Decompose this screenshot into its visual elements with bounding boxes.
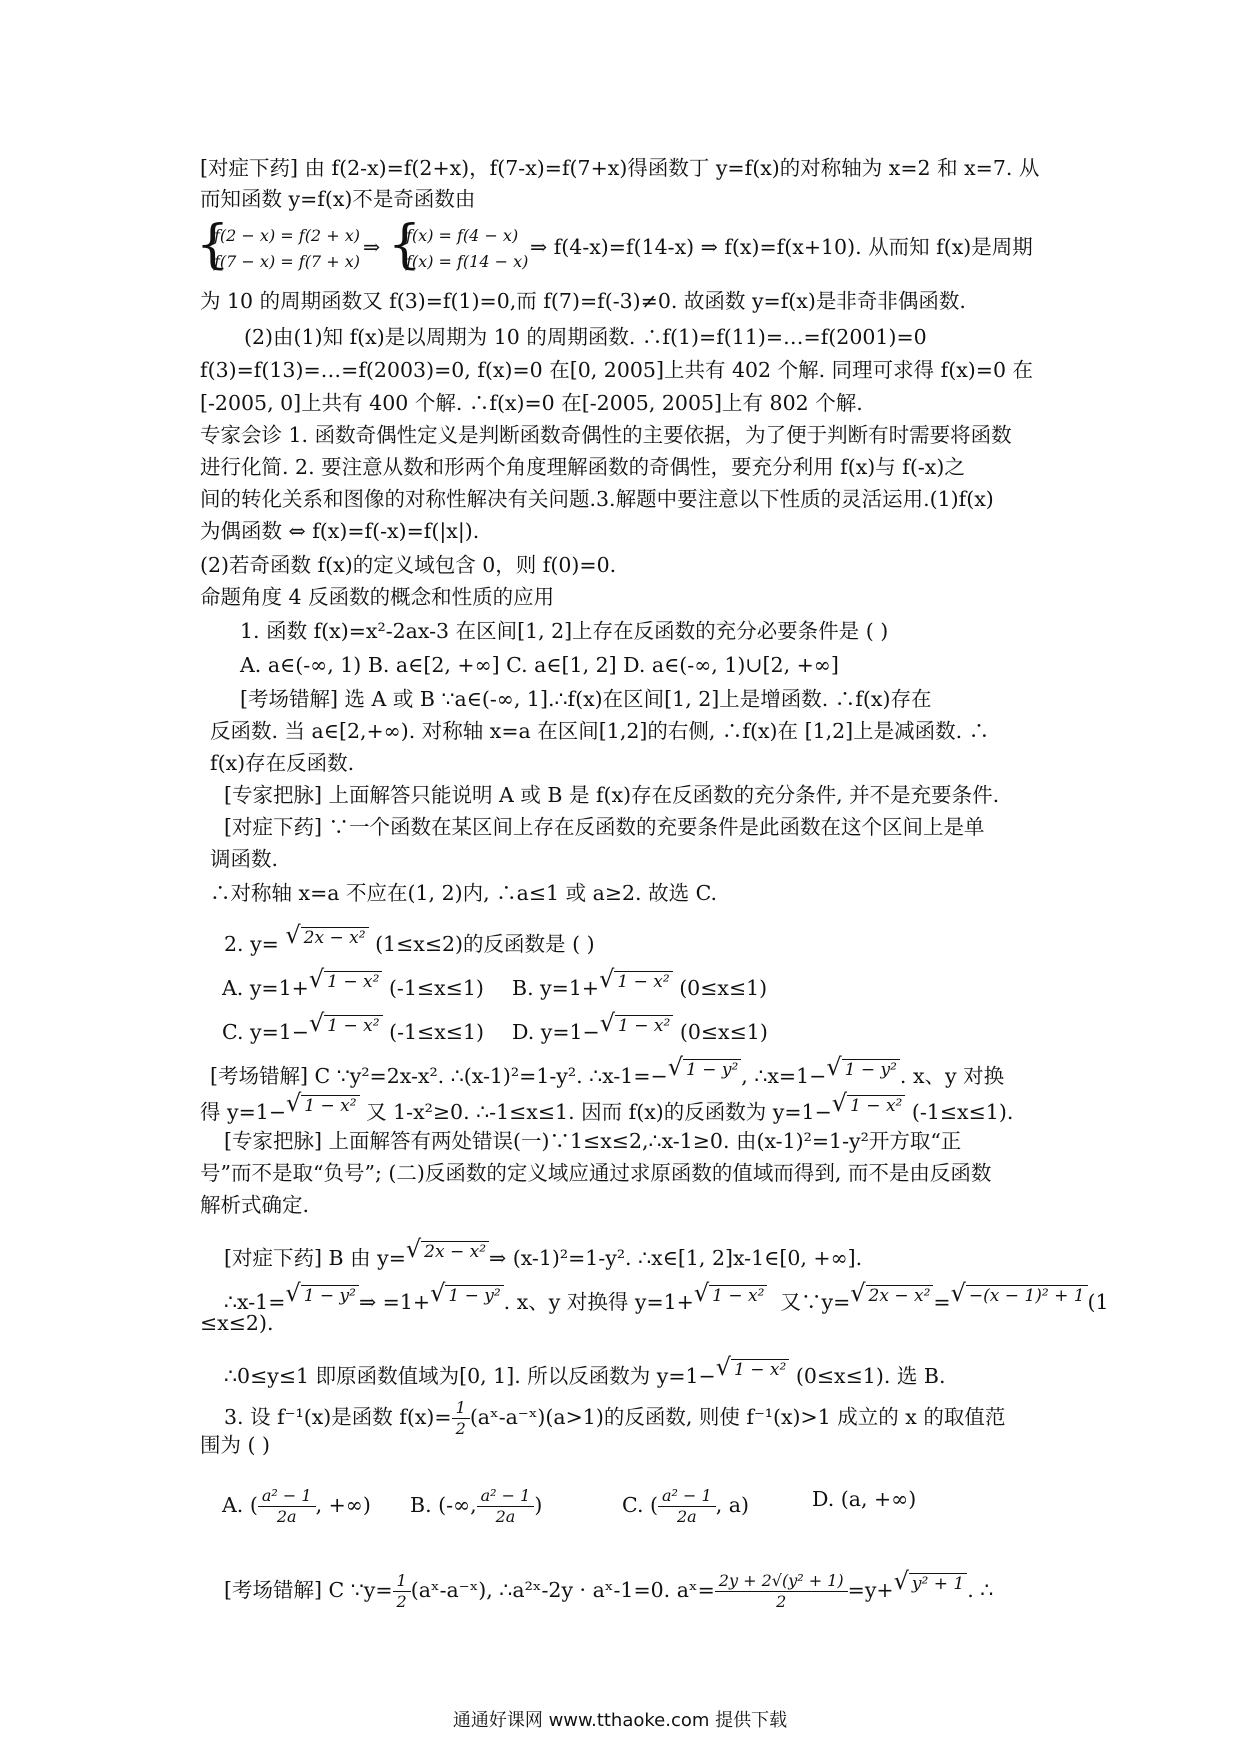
math-expr: f(x) = f(14 − x) [406, 252, 529, 271]
text-line: [对症下药] ∵一个函数在某区间上存在反函数的充要条件是此函数在这个区间上是单 [224, 815, 985, 839]
text-line: f(x)存在反函数. [210, 751, 355, 775]
text-line: (2)由(1)知 f(x)是以周期为 10 的周期函数. ∴f(1)=f(11)=…=f(2001)=0 [244, 325, 927, 349]
question-1: 1. 函数 f(x)=x²-2ax-3 在区间[1, 2]上存在反函数的充分必要条件是 ( ) [240, 619, 889, 643]
text-line: 调函数. [210, 847, 279, 871]
text-line: 为偶函数 ⇔ f(x)=f(-x)=f(|x|). [200, 519, 480, 543]
text-line: 而知函数 y=f(x)不是奇函数由 [200, 187, 476, 211]
text-line: ∴x-1=√ 1 − y² ⇒ =1+√ 1 − y² . x、y 对换得 y=1+√ 1 − x² 又∵y=√ 2x − x² =√ −(x − 1)² + 1 (1 [224, 1279, 1109, 1314]
text-line: [考场错解] 选 A 或 B ∵a∈(-∞, 1].∴f(x)在区间[1, 2]上是增函数. ∴f(x)存在 [240, 687, 932, 711]
text-line: [对症下药] B 由 y=√ 2x − x² ⇒ (x-1)²=1-y². ∴x∈[1, 2]x-1∈[0, +∞]. [224, 1235, 863, 1270]
text-line: 反函数. 当 a∈[2,+∞). 对称轴 x=a 在区间[1,2]的右侧, ∴f(x)在 [1,2]上是减函数. ∴ [210, 719, 990, 743]
text-line: 解析式确定. [200, 1193, 310, 1217]
section-heading: 命题角度 4 反函数的概念和性质的应用 [200, 585, 555, 609]
text-line: [-2005, 0]上共有 400 个解. ∴f(x)=0 在[-2005, 2005]上有 802 个解. [200, 391, 863, 415]
option-d: D. (a, +∞) [812, 1487, 917, 1511]
text-line: ∴0≤y≤1 即原函数值域为[0, 1]. 所以反函数为 y=1−√ 1 − x² (0≤x≤1). 选 B. [224, 1353, 946, 1388]
text-line: ∴对称轴 x=a 不应在(1, 2)内, ∴a≤1 或 a≥2. 故选 C. [210, 881, 718, 905]
text-line: (2)若奇函数 f(x)的定义域包含 0，则 f(0)=0. [200, 553, 617, 577]
text-line: [专家把脉] 上面解答有两处错误(一)∵1≤x≤2,∴x-1≥0. 由(x-1)²=1-y²开方取“正 [224, 1129, 962, 1153]
option-c: C. ( $\frac{\text{a² − 1}}{2a}$ , a) [622, 1486, 749, 1526]
option-a: A. ( $\frac{\text{a² − 1}}{2a}$ , +∞) [222, 1486, 371, 1526]
text-line: f(3)=f(13)=…=f(2003)=0, f(x)=0 在[0, 2005]上共有 402 个解. 同理可求得 f(x)=0 在 [200, 358, 1034, 382]
text-line: 为 10 的周期函数又 f(3)=f(1)=0,而 f(7)=f(-3)≠0. 故函数 y=f(x)是非奇非偶函数. [200, 289, 966, 313]
text-line: 间的转化关系和图像的对称性解决有关问题.3.解题中要注意以下性质的灵活运用.(1)f(x) [200, 487, 994, 511]
text-line: 进行化简. 2. 要注意从数和形两个角度理解函数的奇偶性，要充分利用 f(x)与 f(-x)之 [200, 455, 965, 479]
radical: √ 2x − x² [285, 922, 368, 951]
left-brace: { [388, 215, 422, 275]
option-a: A. y=1+√ 1 − x² (-1≤x≤1) [222, 965, 484, 1000]
question-3: 3. 设 f⁻¹(x)是函数 f(x)= $\frac{1}{2}$ (aˣ-a⁻ˣ)(a>1)的反函数, 则使 f⁻¹(x)>1 成立的 x 的取值范 [224, 1398, 1006, 1438]
option-b: B. (-∞, $\frac{\text{a² − 1}}{2a}$ ) [410, 1486, 543, 1526]
text-line: 得 y=1−√ 1 − x² 又 1-x²≥0. ∴-1≤x≤1. 因而 f(x)的反函数为 y=1−√ 1 − x² (-1≤x≤1). [200, 1089, 1014, 1124]
option-b: B. y=1+√ 1 − x² (0≤x≤1) [512, 965, 768, 1000]
option-d: D. y=1−√ 1 − x² (0≤x≤1) [512, 1009, 768, 1044]
left-brace: { [196, 215, 230, 275]
text-line: ⇒ f(4-x)=f(14-x) ⇒ f(x)=f(x+10). 从而知 f(x)是周期 [530, 235, 1033, 259]
math-expr: f(7 − x) = f(7 + x) [214, 252, 360, 271]
text-line: ≤x≤2). [200, 1311, 274, 1335]
text-line: 号”而不是取“负号”; (二)反函数的定义域应通过求原函数的值域而得到, 而不是由反函数 [200, 1161, 992, 1185]
math-arrow: ⇒ [363, 235, 381, 259]
text-line: [对症下药] 由 f(2-x)=f(2+x)，f(7-x)=f(7+x)得函数丁 y=f(x)的对称轴为 x=2 和 x=7. 从 [200, 156, 1040, 180]
option-c: C. y=1−√ 1 − x² (-1≤x≤1) [222, 1009, 485, 1044]
text-line: 专家会诊 1. 函数奇偶性定义是判断函数奇偶性的主要依据，为了便于判断有时需要将函数 [200, 423, 1012, 447]
math-expr: f(x) = f(4 − x) [406, 226, 519, 245]
question-2: 2. y= √ 2x − x² (1≤x≤2)的反函数是 ( ) [224, 921, 595, 956]
text-line: [专家把脉] 上面解答只能说明 A 或 B 是 f(x)存在反函数的充分条件, 并不是充要条件. [224, 783, 1000, 807]
page-footer: 通通好课网 www.tthaoke.com 提供下载 [452, 1710, 788, 1731]
text-line: [考场错解] C ∵y= $\frac{1}{2}$ (aˣ-a⁻ˣ), ∴a²ˣ-2y · aˣ-1=0. aˣ= $\frac{\text{2y + 2√(y² + 1)}}{2}$ =y+√ y² + 1 . ∴ [224, 1567, 994, 1611]
question-1-options: A. a∈(-∞, 1) B. a∈[2, +∞] C. a∈[1, 2] D. a∈(-∞, 1)∪[2, +∞] [240, 653, 839, 677]
math-expr: f(2 − x) = f(2 + x) [214, 226, 360, 245]
text-line: 围为 ( ) [200, 1433, 271, 1457]
text-line: [考场错解] C ∵y²=2x-x². ∴(x-1)²=1-y². ∴x-1=−√ 1 − y² , ∴x=1−√ 1 − y² . x、y 对换 [210, 1053, 1005, 1088]
